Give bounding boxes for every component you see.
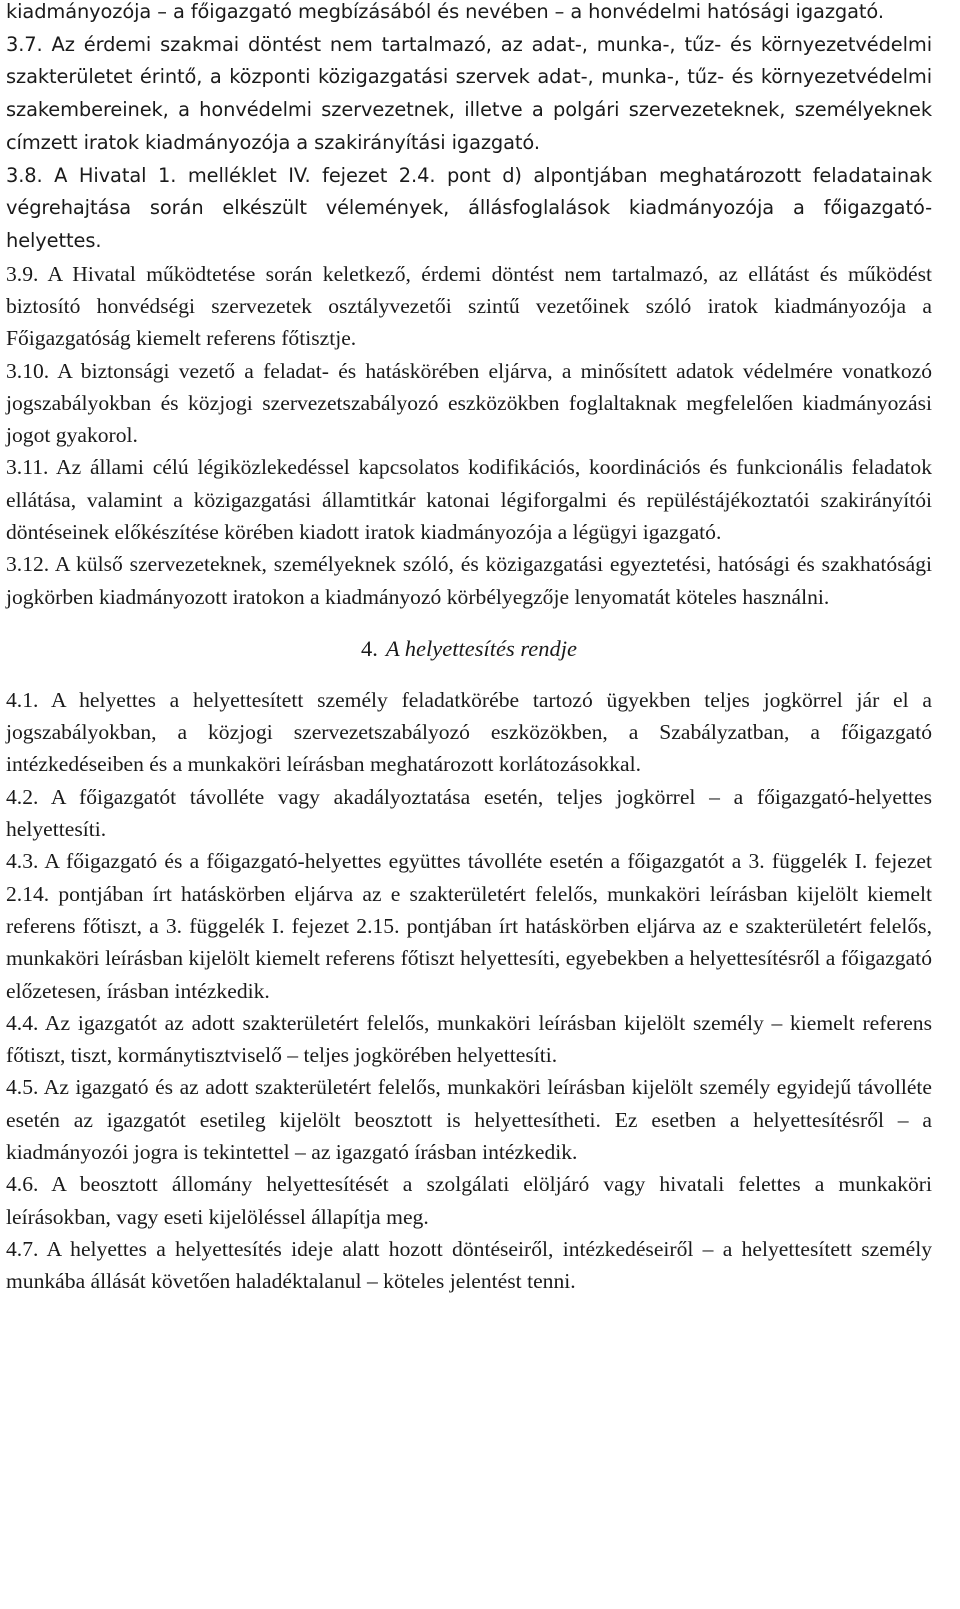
paragraph-3-6-continuation: kiadmányozója – a főigazgató megbízásából és nevében – a honvédelmi hatósági igazgató. [6, 0, 884, 23]
paragraph-4-5: 4.5. Az igazgató és az adott szakterületért felelős, munkaköri leírásban kijelölt személy egyidejű távolléte esetén az igazgatót esetileg kijelölt beosztott is helyettesítheti. Ez esetben a helyettesítésről – a kiadmányozói jogra is tekintettel – az igazgató írásban intézkedik. [6, 1075, 932, 1165]
paragraph-3-10: 3.10. A biztonsági vezető a feladat- és hatáskörében eljárva, a minősített adatok védelmére vonatkozó jogszabályokban és közjogi szervezetszabályozó eszközökben foglaltaknak megfelelően kiadmányozási jogot gyakorol. [6, 358, 932, 448]
section-4-number: 4. [360, 635, 378, 661]
paragraph-3-8: 3.8. A Hivatal 1. melléklet IV. fejezet 2.4. pont d) alpontjában meghatározott feladatainak végrehajtása során elkészült vélemények, állásfoglalások kiadmányozója a főigazgató-helyettes. [6, 163, 932, 252]
paragraph-4-2: 4.2. A főigazgatót távolléte vagy akadályoztatása esetén, teljes jogkörrel – a főigazgató-helyettes helyettesíti. [6, 784, 932, 842]
paragraph-3-9: 3.9. A Hivatal működtetése során keletkező, érdemi döntést nem tartalmazó, az ellátást és működést biztosító honvédségi szervezetek osztályvezetői szintű vezetőinek szóló iratok kiadmányozója a Főigazgatóság kiemelt referens főtisztje. [6, 261, 932, 351]
paragraph-4-4: 4.4. Az igazgatót az adott szakterületért felelős, munkaköri leírásban kijelölt személy – kiemelt referens főtiszt, tiszt, kormánytisztviselő – teljes jogkörében helyettesíti. [6, 1010, 932, 1068]
document-page [6, 0, 932, 1298]
paragraph-4-7: 4.7. A helyettes a helyettesítés ideje alatt hozott döntéseiről, intézkedéseiről – a helyettesített személy munkába állását követően haladéktalanul – köteles jelentést tenni. [6, 1236, 932, 1294]
section-4-title: A helyettesítés rendje [385, 635, 578, 661]
paragraph-3-11: 3.11. Az állami célú légiközlekedéssel kapcsolatos kodifikációs, koordinációs és funkcionális feladatok ellátása, valamint a közigazgatási államtitkár katonai légiforgalmi és repüléstájékoztatói szakirányítói döntéseinek előkészítése körében kiadott iratok kiadmányozója a légügyi igazgató. [6, 455, 932, 544]
section-4-heading [6, 633, 932, 665]
paragraph-3-7: 3.7. Az érdemi szakmai döntést nem tartalmazó, az adat-, munka-, tűz- és környezetvédelmi szakterületet érintő, a központi közigazgatási szervek adat-, munka-, tűz- és környezetvédelmi szakembereinek, a honvédelmi szervezetnek, illetve a polgári szervezeteknek, személyeknek címzett iratok kiadmányozója a szakirányítási igazgató. [6, 32, 932, 154]
paragraph-4-6: 4.6. A beosztott állomány helyettesítését a szolgálati elöljáró vagy hivatali felettes a munkaköri leírásokban, vagy eseti kijelöléssel állapítja meg. [6, 1172, 932, 1229]
paragraph-3-12: 3.12. A külső szervezeteknek, személyeknek szóló, és közigazgatási egyeztetési, hatósági és szakhatósági jogkörben kiadmányozott iratokon a kiadmányozó körbélyegzője lenyomatát köteles használni. [6, 552, 932, 609]
paragraph-4-3: 4.3. A főigazgató és a főigazgató-helyettes együttes távolléte esetén a főigazgatót a 3. függelék I. fejezet 2.14. pontjában írt hatáskörben eljárva az e szakterületért felelős, munkaköri leírásban kijelölt kiemelt referens főtiszt, a 3. függelék I. fejezet 2.15. pontjában írt hatáskörben eljárva az e szakterületért felelős, munkaköri leírásban kijelölt kiemelt referens főtiszt helyettesíti, egyebekben a helyettesítésről a főigazgató előzetesen, írásban intézkedik. [6, 849, 932, 1003]
paragraph-4-1: 4.1. A helyettes a helyettesített személy feladatkörébe tartozó ügyekben teljes jogkörrel jár el a jogszabályokban, a közjogi szervezetszabályozó eszközökben, a Szabályzatban, a főigazgató intézkedéseiben és a munkaköri leírásban meghatározott korlátozásokkal. [6, 687, 932, 777]
